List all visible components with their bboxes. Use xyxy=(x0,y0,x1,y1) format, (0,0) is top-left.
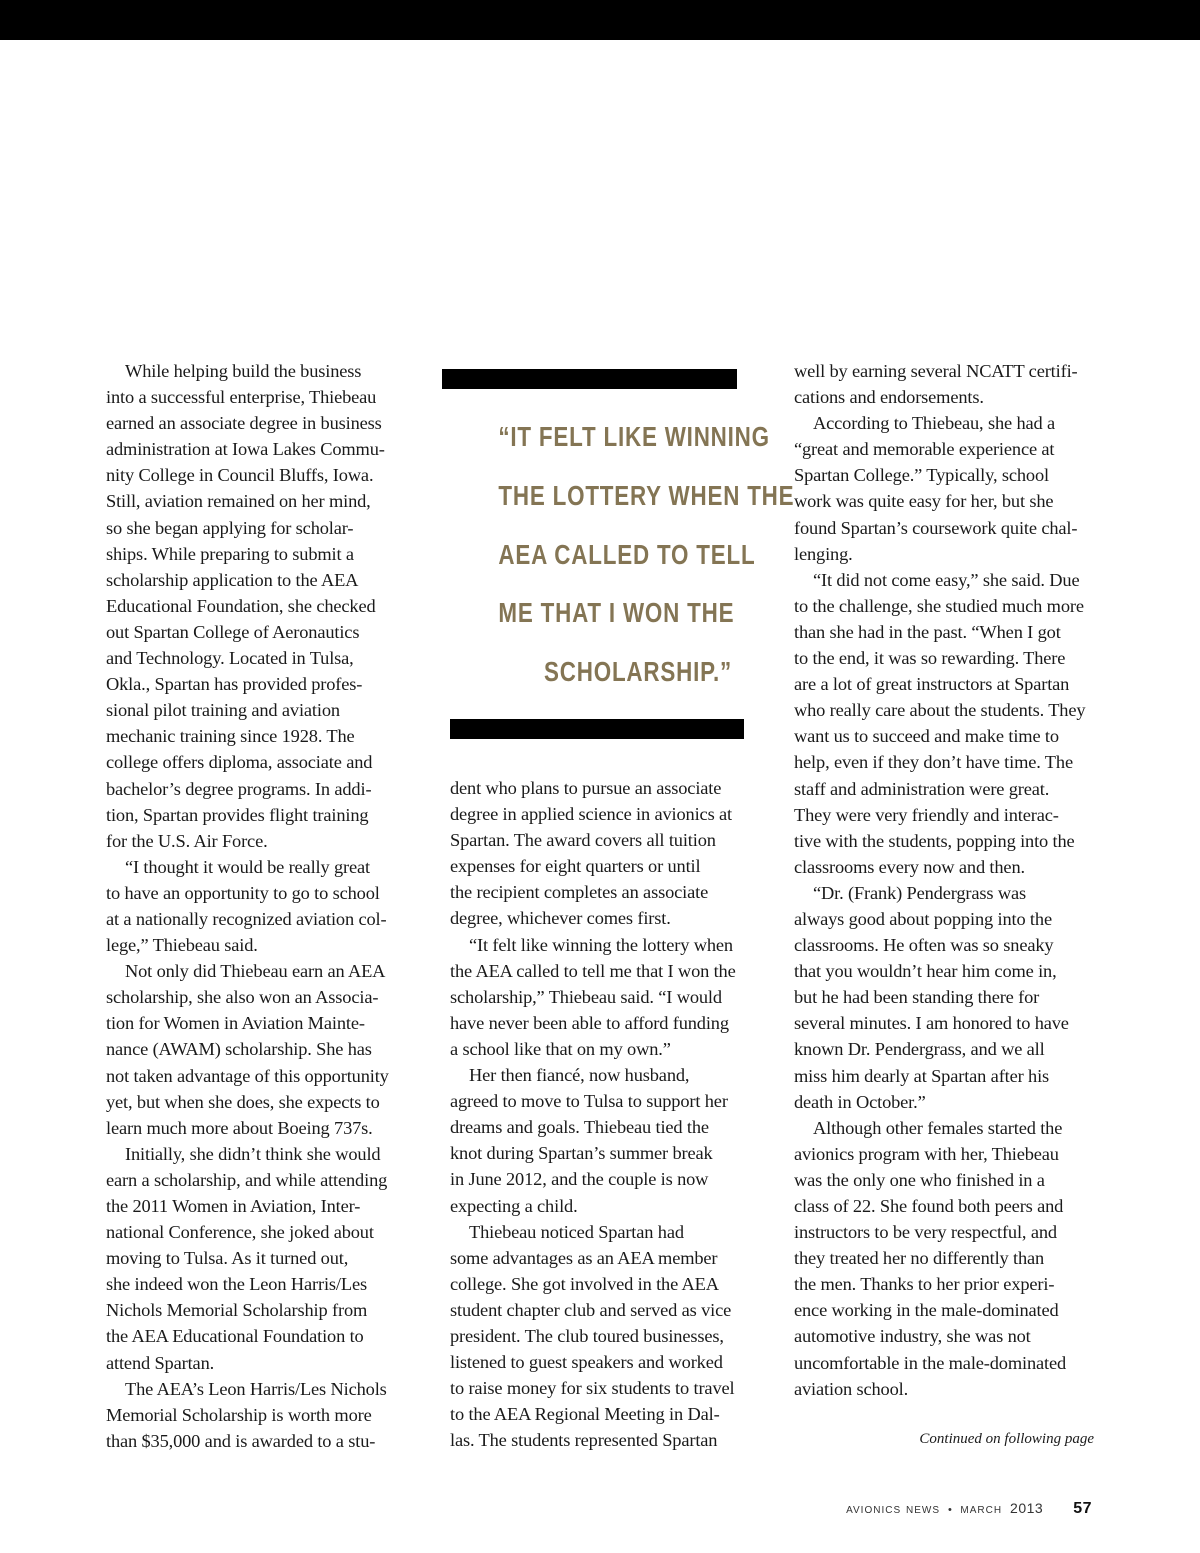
text-line: that you wouldn’t hear him come in, xyxy=(794,961,1057,982)
text-line: for the U.S. Air Force. xyxy=(106,830,268,851)
text-line: Although other females started the xyxy=(813,1117,1063,1138)
text-line: scholarship,” Thiebeau said. “I would xyxy=(450,986,722,1007)
page-footer xyxy=(846,1500,1092,1518)
text-line: mechanic training since 1928. The xyxy=(106,726,355,747)
text-line: sional pilot training and aviation xyxy=(106,700,340,721)
text-line: According to Thiebeau, she had a xyxy=(813,413,1056,434)
text-line: “Dr. (Frank) Pendergrass was xyxy=(813,882,1027,903)
text-line: Educational Foundation, she checked xyxy=(106,595,376,616)
pull-quote xyxy=(498,408,795,702)
text-line: ships. While preparing to submit a xyxy=(106,543,354,564)
article-column-1 xyxy=(106,358,406,1454)
text-line: nance (AWAM) scholarship. She has xyxy=(106,1039,372,1060)
text-line: “It did not come easy,” she said. Due xyxy=(813,569,1080,590)
text-line: tive with the students, popping into the xyxy=(794,830,1075,851)
text-line: known Dr. Pendergrass, and we all xyxy=(794,1039,1045,1060)
text-line: dent who plans to pursue an associate xyxy=(450,778,722,798)
text-line: are a lot of great instructors at Spartan xyxy=(794,674,1070,695)
text-line: so she began applying for scholar- xyxy=(106,517,354,538)
text-line: listened to guest speakers and worked xyxy=(450,1352,723,1373)
text-line: several minutes. I am honored to have xyxy=(794,1013,1069,1034)
text-line: to the challenge, she studied much more xyxy=(794,595,1084,616)
text-line: a school like that on my own.” xyxy=(450,1038,671,1059)
text-line: the men. Thanks to her prior experi- xyxy=(794,1274,1055,1295)
text-line: student chapter club and served as vice xyxy=(450,1299,732,1320)
text-line: While helping build the business xyxy=(125,361,362,381)
text-line: to the AEA Regional Meeting in Dal- xyxy=(450,1404,720,1425)
pull-quote-line: SCHOLARSHIP.” xyxy=(544,656,732,688)
text-line: than she had in the past. “When I got xyxy=(794,621,1061,642)
text-line: expecting a child. xyxy=(450,1195,578,1216)
text-line: the AEA Educational Foundation to xyxy=(106,1326,364,1347)
text-line: las. The students represented Spartan xyxy=(450,1430,718,1451)
text-line: not taken advantage of this opportunity xyxy=(106,1065,389,1086)
text-line: tion for Women in Aviation Mainte- xyxy=(106,1013,365,1034)
text-line: national Conference, she joked about xyxy=(106,1222,374,1243)
text-line: the 2011 Women in Aviation, Inter- xyxy=(106,1196,361,1216)
text-line: Her then fiancé, now husband, xyxy=(469,1065,690,1086)
text-line: aviation school. xyxy=(794,1378,909,1399)
text-line: ence working in the male-dominated xyxy=(794,1300,1059,1321)
text-line: lenging. xyxy=(794,543,853,564)
article-column-2 xyxy=(450,775,750,1453)
top-black-bar xyxy=(0,0,1200,40)
pull-quote-line: THE LOTTERY WHEN THE xyxy=(498,479,795,511)
text-line: classrooms. He often was so sneaky xyxy=(794,935,1054,956)
text-line: automotive industry, she was not xyxy=(794,1326,1031,1347)
text-line: learn much more about Boeing 737s. xyxy=(106,1117,373,1138)
text-line: cations and endorsements. xyxy=(794,387,984,408)
text-line: Still, aviation remained on her mind, xyxy=(106,491,371,512)
text-line: at a nationally recognized aviation col- xyxy=(106,908,387,929)
text-line: college. She got involved in the AEA xyxy=(450,1273,719,1294)
footer-separator: • xyxy=(948,1504,953,1516)
text-line: knot during Spartan’s summer break xyxy=(450,1143,713,1164)
text-line: into a successful enterprise, Thiebeau xyxy=(106,387,377,408)
text-line: president. The club toured businesses, xyxy=(450,1325,724,1346)
text-line: the AEA called to tell me that I won the xyxy=(450,960,736,981)
pull-quote-line: ME THAT I WON THE xyxy=(498,597,735,629)
page-number: 57 xyxy=(1073,1500,1092,1517)
pull-quote-line: AEA CALLED TO TELL xyxy=(498,538,756,570)
text-line: help, even if they don’t have time. The xyxy=(794,752,1073,773)
text-line: scholarship, she also won an Associa- xyxy=(106,987,379,1008)
text-line: than $35,000 and is awarded to a stu- xyxy=(106,1430,376,1451)
text-line: she indeed won the Leon Harris/Les xyxy=(106,1274,367,1295)
text-line: instructors to be very respectful, and xyxy=(794,1222,1057,1243)
text-line: in June 2012, and the couple is now xyxy=(450,1169,709,1190)
pull-quote-top-bar xyxy=(442,369,737,389)
text-line: Spartan. The award covers all tuition xyxy=(450,830,716,851)
text-line: Thiebeau noticed Spartan had xyxy=(469,1221,684,1242)
text-line: avionics program with her, Thiebeau xyxy=(794,1143,1059,1164)
footer-year: 2013 xyxy=(1010,1500,1044,1516)
text-line: want us to succeed and make time to xyxy=(794,726,1059,747)
text-line: they treated her no differently than xyxy=(794,1248,1045,1269)
text-line: moving to Tulsa. As it turned out, xyxy=(106,1248,349,1269)
pull-quote-bottom-bar xyxy=(450,719,744,739)
text-line: Initially, she didn’t think she would xyxy=(125,1143,381,1164)
continued-note: Continued on following page xyxy=(919,1431,1094,1447)
text-line: Spartan College.” Typically, school xyxy=(794,465,1049,486)
text-line: degree in applied science in avionics at xyxy=(450,804,733,825)
text-line: tion, Spartan provides flight training xyxy=(106,804,369,825)
text-line: death in October.” xyxy=(794,1091,926,1112)
article-column-3 xyxy=(794,358,1094,1402)
text-line: class of 22. She found both peers and xyxy=(794,1196,1064,1216)
text-line: college offers diploma, associate and xyxy=(106,752,373,773)
text-line: the recipient completes an associate xyxy=(450,882,709,903)
text-line: They were very friendly and interac- xyxy=(794,804,1059,825)
text-line: always good about popping into the xyxy=(794,908,1052,929)
text-line: administration at Iowa Lakes Commu- xyxy=(106,439,385,460)
text-line: Not only did Thiebeau earn an AEA xyxy=(125,961,386,982)
text-line: Nichols Memorial Scholarship from xyxy=(106,1300,368,1321)
text-line: was the only one who finished in a xyxy=(794,1169,1045,1190)
footer-month: march xyxy=(960,1500,1003,1516)
text-line: The AEA’s Leon Harris/Les Nichols xyxy=(125,1378,387,1399)
text-line: expenses for eight quarters or until xyxy=(450,856,701,877)
text-line: dreams and goals. Thiebeau tied the xyxy=(450,1117,709,1138)
text-line: agreed to move to Tulsa to support her xyxy=(450,1091,728,1112)
text-line: miss him dearly at Spartan after his xyxy=(794,1065,1050,1086)
text-line: but he had been standing there for xyxy=(794,987,1040,1008)
text-line: attend Spartan. xyxy=(106,1352,215,1373)
text-line: and Technology. Located in Tulsa, xyxy=(106,648,354,669)
text-line: earned an associate degree in business xyxy=(106,413,382,434)
text-line: Memorial Scholarship is worth more xyxy=(106,1404,372,1425)
text-line: uncomfortable in the male-dominated xyxy=(794,1352,1067,1373)
footer-publication: avionics news xyxy=(846,1500,941,1516)
text-line: classrooms every now and then. xyxy=(794,856,1025,877)
text-line: bachelor’s degree programs. In addi- xyxy=(106,778,372,799)
text-line: earn a scholarship, and while attending xyxy=(106,1169,388,1190)
text-line: have never been able to afford funding xyxy=(450,1012,729,1033)
text-line: to the end, it was so rewarding. There xyxy=(794,648,1066,669)
text-line: work was quite easy for her, but she xyxy=(794,491,1054,512)
text-line: to have an opportunity to go to school xyxy=(106,882,380,903)
text-line: found Spartan’s coursework quite chal- xyxy=(794,517,1078,538)
pull-quote-line: “IT FELT LIKE WINNING xyxy=(498,421,770,452)
text-line: “great and memorable experience at xyxy=(794,439,1055,460)
text-line: “It felt like winning the lottery when xyxy=(469,934,733,955)
text-line: degree, whichever comes first. xyxy=(450,908,671,929)
text-line: staff and administration were great. xyxy=(794,778,1050,799)
text-line: nity College in Council Bluffs, Iowa. xyxy=(106,465,374,486)
text-line: some advantages as an AEA member xyxy=(450,1247,718,1268)
text-line: well by earning several NCATT certifi- xyxy=(794,361,1078,381)
text-line: to raise money for six students to travel xyxy=(450,1378,735,1399)
text-line: who really care about the students. They xyxy=(794,700,1086,721)
text-line: “I thought it would be really great xyxy=(125,856,370,877)
text-line: Okla., Spartan has provided profes- xyxy=(106,674,363,695)
text-line: lege,” Thiebeau said. xyxy=(106,935,258,956)
text-line: yet, but when she does, she expects to xyxy=(106,1091,380,1112)
text-line: out Spartan College of Aeronautics xyxy=(106,621,360,642)
text-line: scholarship application to the AEA xyxy=(106,569,359,590)
